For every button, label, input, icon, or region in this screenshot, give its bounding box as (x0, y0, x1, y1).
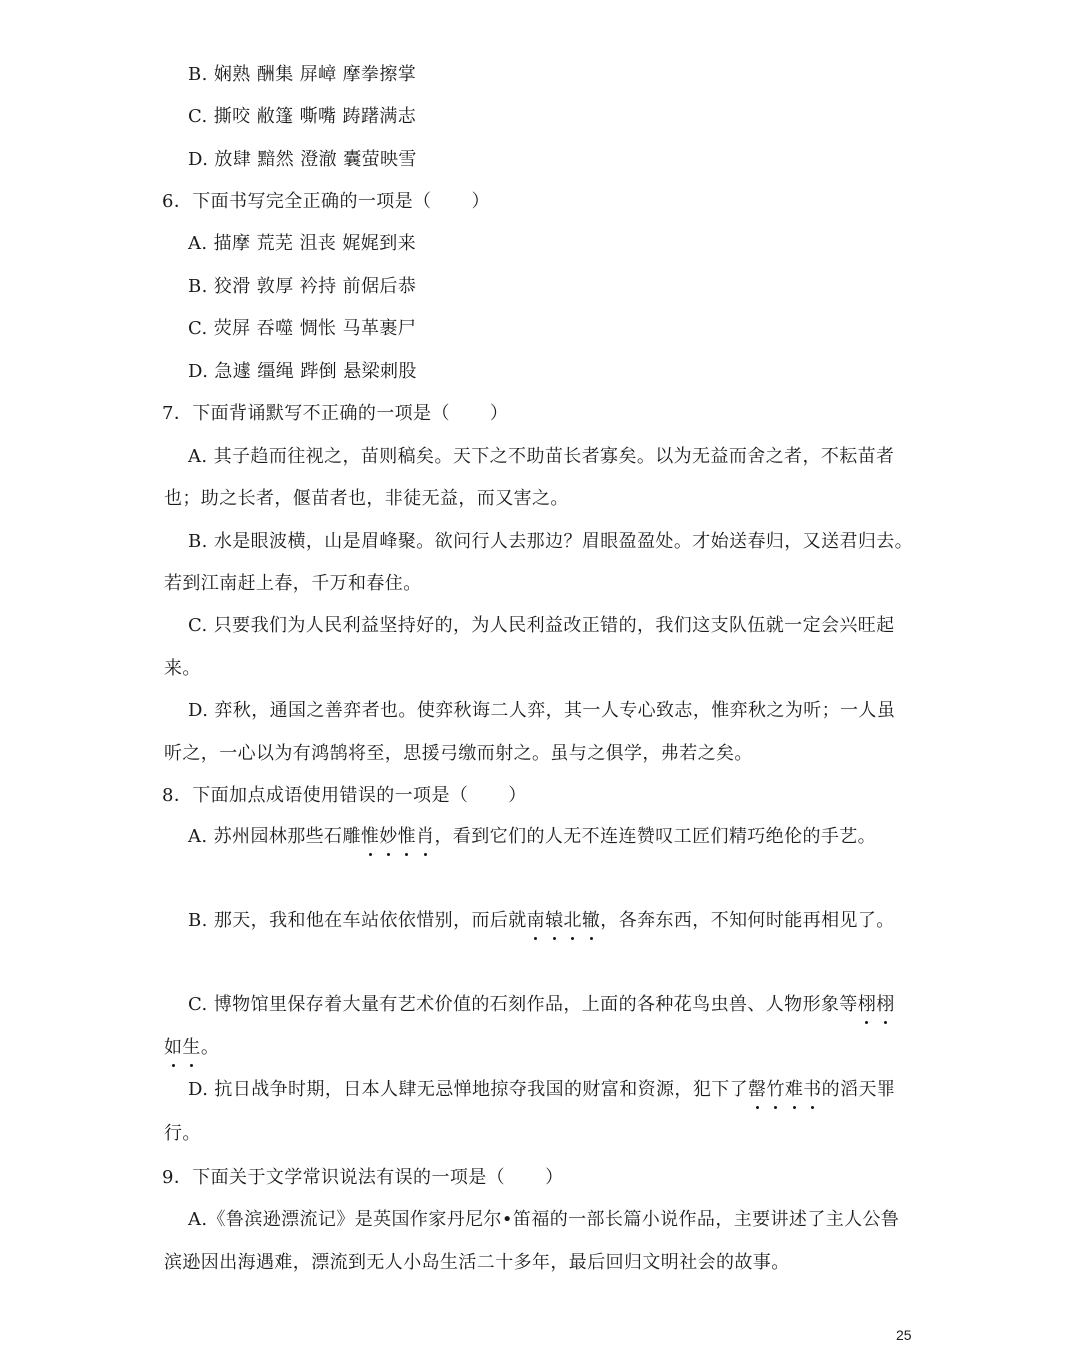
option-text-post: 。 (200, 1037, 220, 1058)
dotted-char: 难 (784, 1079, 804, 1100)
q7-option-c-cont: 来。 (164, 658, 201, 679)
q7-option-b-cont: 若到江南赶上春，千万和春住。 (164, 573, 422, 594)
q6-option-b: B. 狡滑 敦厚 衿持 前倨后恭 (188, 276, 417, 297)
q8-option-d (188, 1078, 895, 1102)
q7-option-a-cont: 也；助之长者，偃苗者也，非徒无益，而又害之。 (164, 488, 569, 509)
dotted-char: 辕 (545, 910, 564, 931)
dotted-char: 罄 (748, 1079, 767, 1100)
dotted-char: 栩 (857, 994, 877, 1015)
dotted-char: 竹 (766, 1079, 785, 1100)
dotted-char: 惟 (397, 826, 417, 847)
q6-option-a: A. 描摩 荒芜 沮丧 娓娓到来 (188, 233, 417, 254)
q5-option-d: D. 放肆 黯然 澄澈 囊萤映雪 (188, 149, 417, 170)
dotted-char: 肖 (416, 826, 435, 847)
q9-option-a: A.《鲁滨逊漂流记》是英国作家丹尼尔•笛福的一部长篇小说作品，主要讲述了主人公鲁 (188, 1209, 900, 1230)
close-paren: ） (508, 785, 527, 806)
option-text-pre: B. 那天，我和他在车站依依惜别，而后就 (188, 910, 527, 931)
question-8-stem (162, 784, 527, 808)
page-number: 25 (896, 1327, 912, 1343)
q5-option-b: B. 娴熟 酬集 屏嶂 摩拳擦掌 (188, 64, 417, 85)
option-text-post: 的滔天罪 (821, 1079, 896, 1100)
q9-option-a-cont: 滨逊因出海遇难，漂流到无人小岛生活二十多年，最后回归文明社会的故事。 (164, 1252, 790, 1273)
dotted-char: 生 (182, 1037, 201, 1058)
question-9-text: 9．下面关于文学常识说法有误的一项是（ (162, 1167, 506, 1188)
question-7-stem (162, 402, 508, 426)
q8-option-a (188, 825, 876, 849)
question-6-text: 6．下面书写完全正确的一项是（ (162, 191, 432, 212)
q8-option-c-cont (164, 1036, 219, 1060)
option-text-pre: C. 博物馆里保存着大量有艺术价值的石刻作品，上面的各种花鸟虫兽、人物形象等 (188, 994, 858, 1015)
question-9-stem (162, 1166, 563, 1190)
dotted-char: 惟 (360, 826, 380, 847)
q7-option-d: D. 弈秋，通国之善弈者也。使弈秋诲二人弈，其一人专心致志，惟弈秋之为听；一人虽 (188, 700, 896, 721)
q5-option-c: C. 撕咬 敝篷 嘶嘴 踌躇满志 (188, 106, 417, 127)
close-paren: ） (489, 403, 509, 424)
q7-option-d-cont: 听之，一心以为有鸿鹄将至，思援弓缴而射之。虽与之俱学，弗若之矣。 (164, 743, 753, 764)
q8-option-c (188, 993, 895, 1017)
question-7-text: 7．下面背诵默写不正确的一项是（ (162, 403, 450, 424)
question-8-text: 8．下面加点成语使用错误的一项是（ (162, 785, 469, 806)
close-paren: ） (545, 1167, 564, 1188)
q7-option-b: B. 水是眼波横，山是眉峰聚。欲问行人去那边？眉眼盈盈处。才始送春归，又送君归去。 (188, 531, 914, 552)
dotted-char: 妙 (379, 826, 398, 847)
option-text-pre: A. 苏州园林那些石雕 (188, 826, 361, 847)
q6-option-d: D. 急遽 缰绳 跸倒 悬梁刺股 (188, 361, 417, 382)
q8-option-b (188, 909, 895, 933)
q8-option-d-cont: 行。 (164, 1123, 201, 1144)
dotted-char: 南 (526, 910, 546, 931)
q7-option-a: A. 其子趋而往视之，苗则稿矣。天下之不助苗长者寡矣。以为无益而舍之者，不耘苗者 (188, 446, 895, 467)
q6-option-c: C. 荧屏 吞噬 惆怅 马革裹尸 (188, 318, 417, 339)
q7-option-c: C. 只要我们为人民利益坚持好的，为人民利益改正错的，我们这支队伍就一定会兴旺起 (188, 615, 895, 636)
close-paren: ） (471, 191, 490, 212)
option-text-pre: D. 抗日战争时期，日本人肆无忌惮地掠夺我国的财富和资源，犯下了 (188, 1079, 749, 1100)
dotted-char: 北 (563, 910, 582, 931)
option-text-post: ，各奔东西，不知何时能再相见了。 (600, 910, 895, 931)
dotted-char: 如 (164, 1037, 183, 1058)
question-6-stem (162, 190, 490, 214)
dotted-char: 辙 (581, 910, 601, 931)
option-text-post: ，看到它们的人无不连连赞叹工匠们精巧绝伦的手艺。 (434, 826, 877, 847)
dotted-char: 书 (803, 1079, 822, 1100)
dotted-char: 栩 (876, 994, 895, 1015)
